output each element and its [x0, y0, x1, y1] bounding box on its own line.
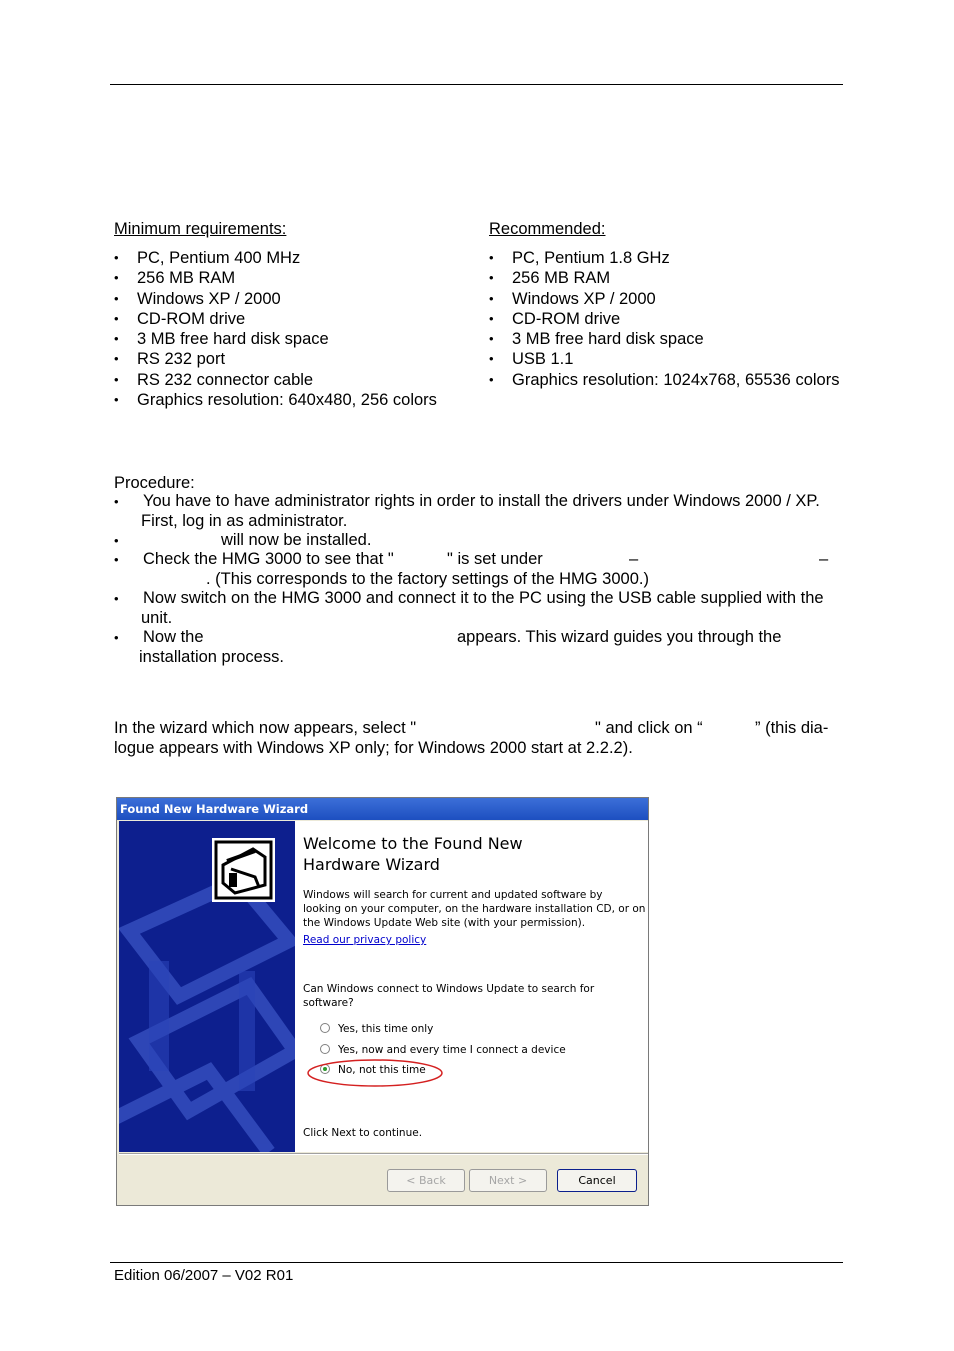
wizard-heading: Welcome to the Found New Hardware Wizard — [303, 834, 523, 874]
header-rule — [110, 84, 843, 85]
wizard-description: Windows will search for current and updated software by looking on your computer, on the hardware installation CD, or on the Windows Update Web site (with your permission). — [303, 889, 646, 929]
requirement-item: • 256 MB RAM — [489, 268, 839, 288]
requirement-item: • 3 MB free hard disk space — [489, 329, 839, 349]
found-new-hardware-wizard-dialog — [116, 797, 649, 1206]
requirement-item: • Graphics resolution: 640x480, 256 colors — [114, 390, 437, 410]
procedure-item: • You have to have administrator rights in order to install the drivers under Windows 2000 / XP. First, log in as administrator. — [114, 492, 820, 530]
requirement-item: • 3 MB free hard disk space — [114, 329, 437, 349]
requirement-item: • PC, Pentium 400 MHz — [114, 248, 437, 268]
privacy-policy-link[interactable]: Read our privacy policy — [303, 934, 427, 946]
procedure-item: • Check the HMG 3000 to see that " " is set under – – . (This corresponds to the factory settings of the HMG 3000.) — [114, 550, 829, 588]
radio-yes-every-time[interactable]: Yes, now and every time I connect a device — [320, 1042, 620, 1058]
dialog-title-bar: Found New Hardware Wizard — [117, 798, 648, 820]
procedure-item: • Now the appears. This wizard guides you through the installation process. — [114, 628, 782, 666]
recommended-heading: Recommended: — [489, 220, 606, 238]
requirement-item: • USB 1.1 — [489, 349, 839, 369]
requirement-item: • CD-ROM drive — [489, 309, 839, 329]
wizard-banner-graphic — [119, 821, 295, 1152]
minimum-requirements-heading: Minimum requirements: — [114, 220, 287, 238]
recommended-requirements-list — [489, 248, 839, 390]
procedure-item: • Now switch on the HMG 3000 and connect it to the PC using the USB cable supplied with the unit. — [114, 589, 824, 627]
windows-update-question: Can Windows connect to Windows Update to search for software? — [303, 983, 595, 1009]
wizard-intro-paragraph: In the wizard which now appears, select " " and click on “ ” (this dia- logue appears with Windows XP only; for Windows 2000 start at 2.2.2). — [114, 719, 829, 757]
radio-no-not-this-time[interactable]: No, not this time — [320, 1062, 620, 1078]
requirement-item: • Graphics resolution: 1024x768, 65536 colors — [489, 370, 839, 390]
requirement-item: • RS 232 connector cable — [114, 370, 437, 390]
cancel-button[interactable]: Cancel — [557, 1169, 637, 1192]
back-button[interactable]: < Back — [387, 1169, 465, 1192]
radio-yes-this-time-only[interactable]: Yes, this time only — [320, 1021, 620, 1037]
wizard-content-panel — [295, 821, 648, 1152]
requirement-item: • CD-ROM drive — [114, 309, 437, 329]
minimum-requirements-list — [114, 248, 437, 410]
wizard-side-banner — [119, 821, 295, 1152]
next-button[interactable]: Next > — [469, 1169, 547, 1192]
requirement-item: • 256 MB RAM — [114, 268, 437, 288]
requirement-item: • Windows XP / 2000 — [489, 289, 839, 309]
red-highlight-ellipse — [305, 1057, 445, 1089]
requirement-item: • Windows XP / 2000 — [114, 289, 437, 309]
continue-hint: Click Next to continue. — [303, 1127, 423, 1139]
requirement-item: • RS 232 port — [114, 349, 437, 369]
dialog-separator — [119, 1153, 648, 1155]
edition-footer: Edition 06/2007 – V02 R01 — [114, 1267, 294, 1284]
requirement-item: • PC, Pentium 1.8 GHz — [489, 248, 839, 268]
footer-rule — [110, 1262, 843, 1263]
radio-button-icon — [320, 1044, 330, 1054]
radio-button-icon — [320, 1023, 330, 1033]
procedure-label: Procedure: — [114, 474, 195, 492]
procedure-item: • will now be installed. — [114, 531, 372, 549]
